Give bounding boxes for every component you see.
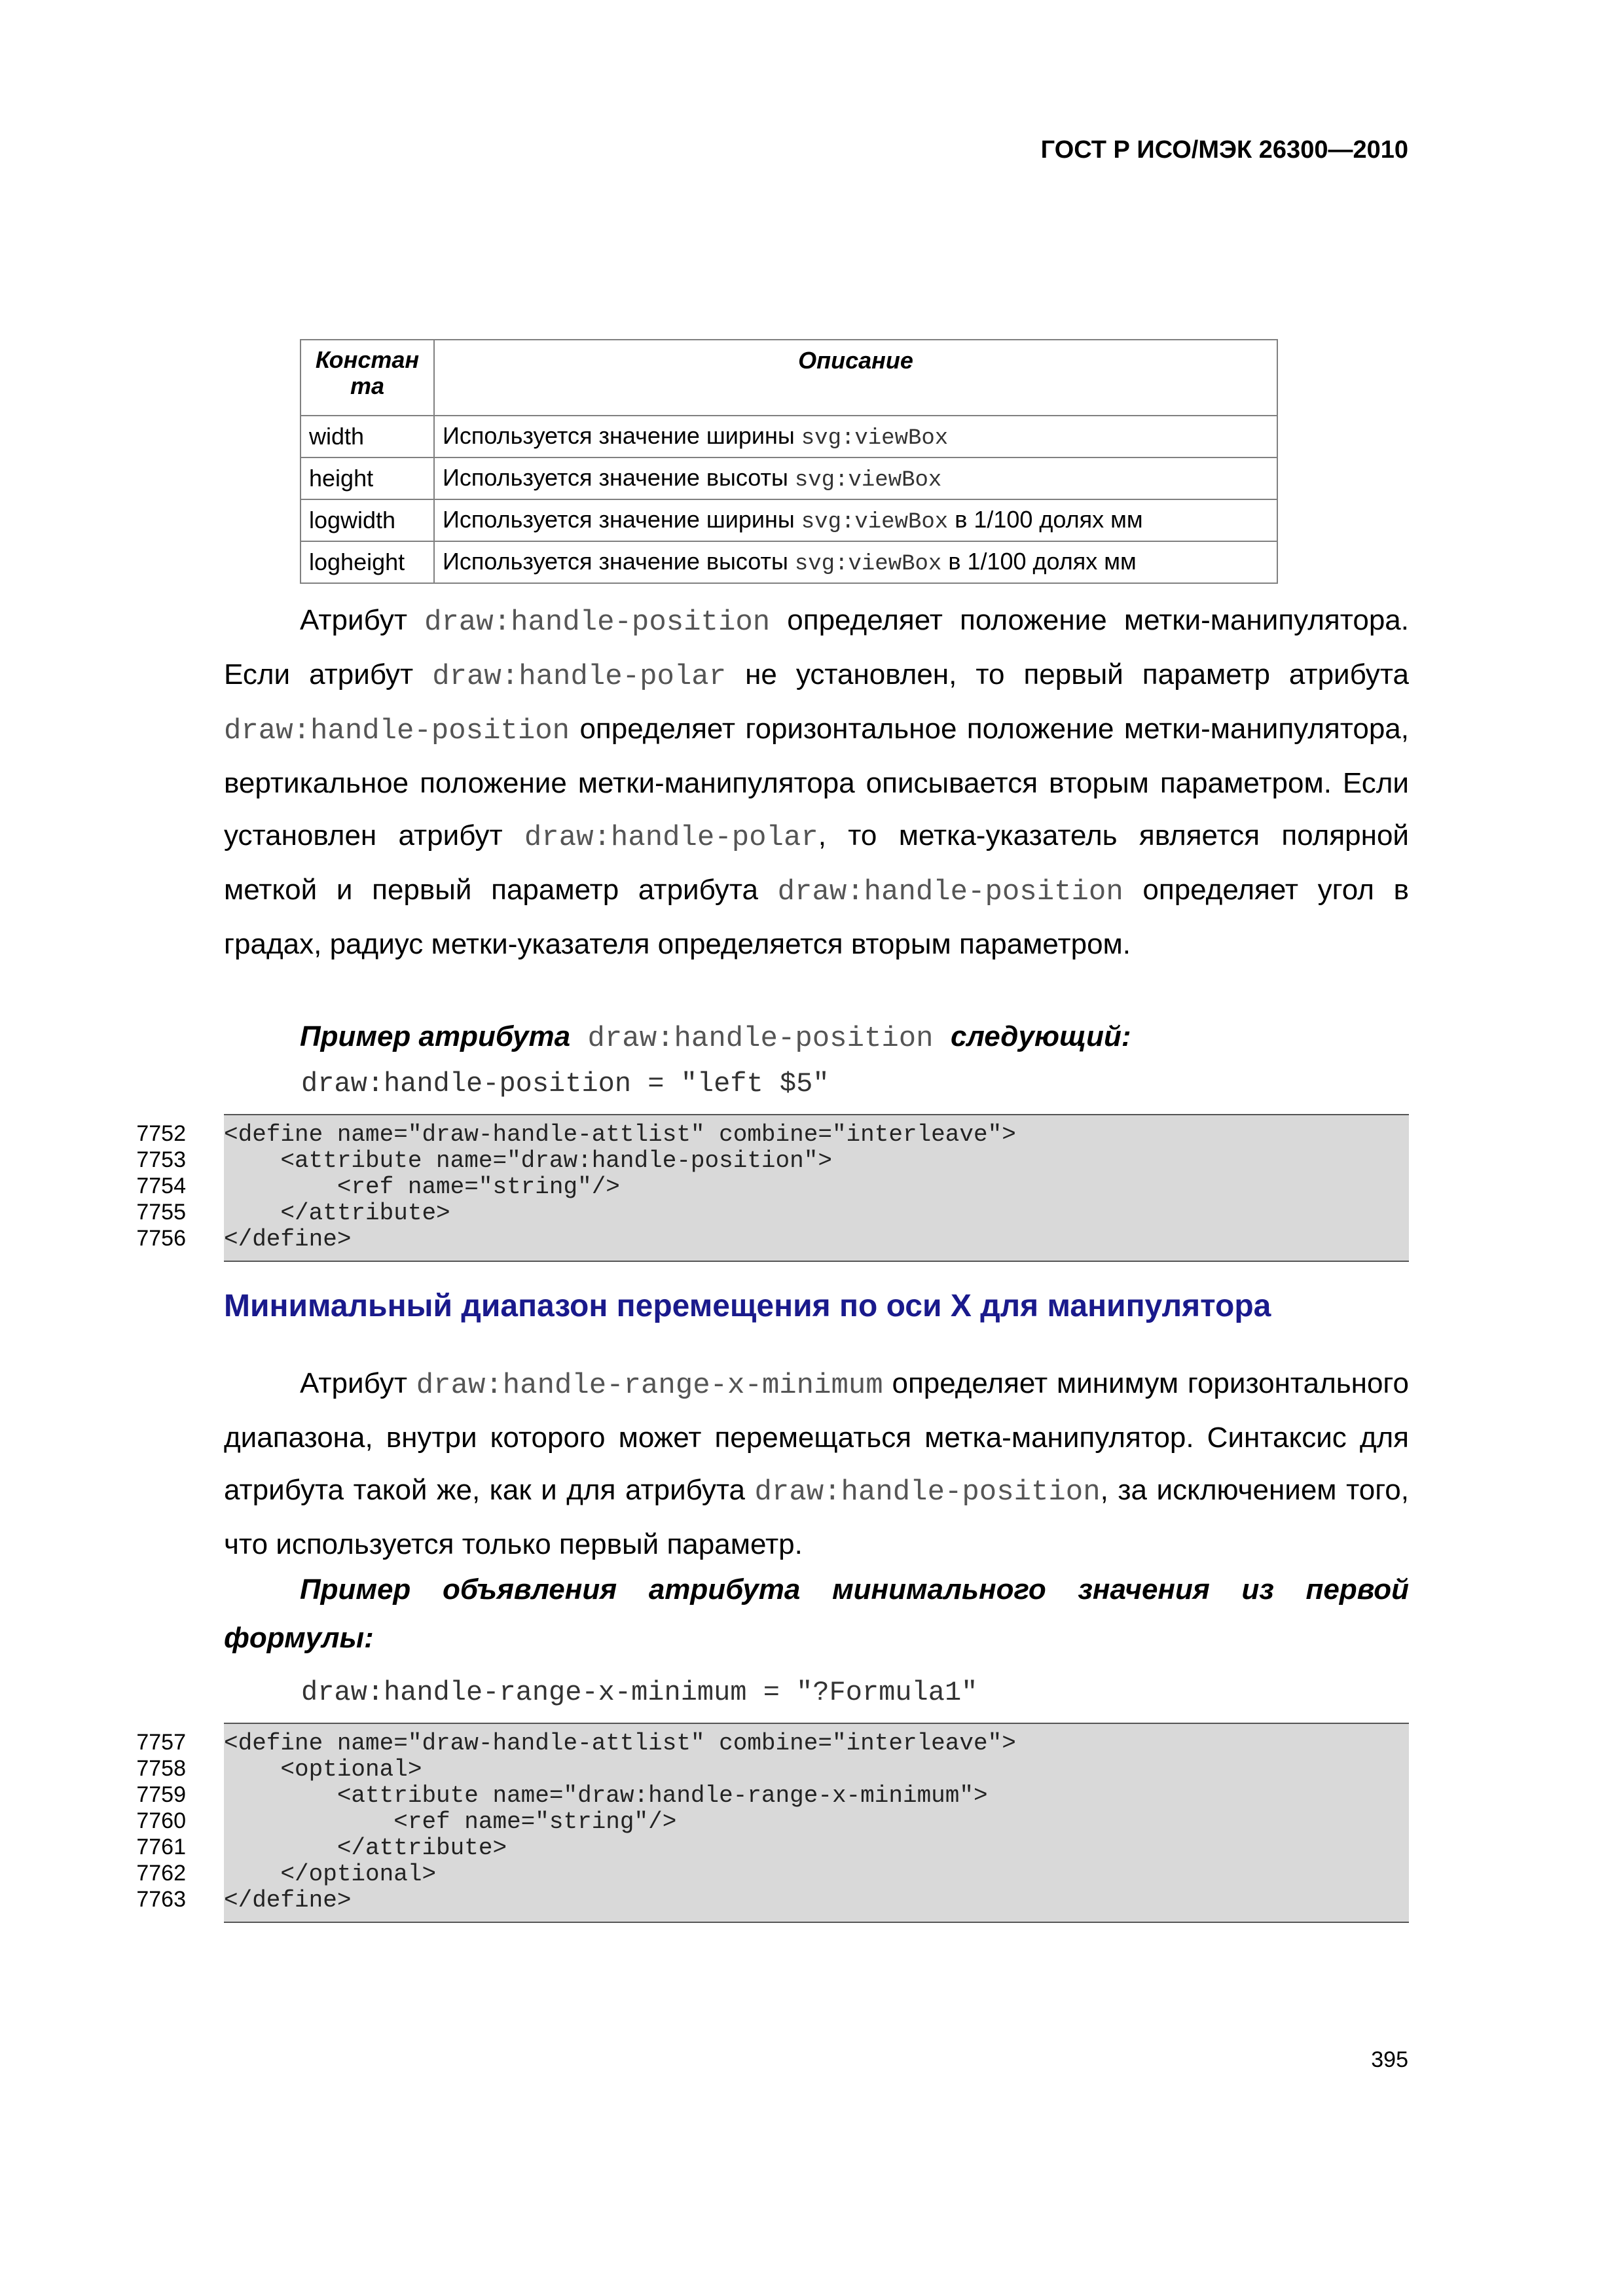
column-header-description: Описание [434,340,1277,416]
example-label: Пример объявления атрибута минимального значения из первой формулы: [224,1573,1409,1654]
line-number: 7762 [136,1861,186,1886]
code-line: <ref name="string"/> [224,1174,620,1200]
code-line: <define name="draw-handle-attlist" combine="interleave"> [224,1121,1016,1148]
code-block [224,1114,1409,1262]
description-cell: Используется значение ширины svg:viewBox [434,416,1277,457]
constant-cell: height [301,457,434,499]
example-value: draw:handle-position = "left $5" [301,1068,830,1100]
code-line: <optional> [224,1756,422,1783]
code-line: <ref name="string"/> [224,1808,677,1835]
code-line: </define> [224,1226,352,1253]
table-row [301,457,1277,499]
description-cell: Используется значение высоты svg:viewBox [434,457,1277,499]
line-number: 7753 [136,1147,186,1172]
constant-cell: width [301,416,434,457]
code-line: <attribute name="draw:handle-range-x-minimum"> [224,1782,988,1809]
line-number: 7752 [136,1121,186,1146]
code-line: <attribute name="draw:handle-position"> [224,1147,832,1174]
code-line: </attribute> [224,1200,450,1227]
line-number: 7756 [136,1226,186,1251]
line-number: 7758 [136,1756,186,1781]
paragraph-range-x-minimum: Атрибут draw:handle-range-x-minimum определяет минимум горизонтального диапазона, внутри которого может перемещаться метка-манипулятор. Синтаксис для атрибута такой же, как и для атрибута draw:handle-position, за исключением того, что используется только первый параметр. [224,1367,1409,1560]
code-line: </define> [224,1887,352,1914]
table-header-row [301,340,1277,416]
line-number: 7760 [136,1808,186,1833]
line-number: 7763 [136,1887,186,1912]
page-number: 395 [1371,2047,1408,2072]
paragraph-handle-position: Атрибут draw:handle-position определяет положение метки-манипулятора. Если атрибут draw:handle-polar не установлен, то первый параметр атрибута draw:handle-position определяет горизонтальное положение метки-манипулятора, вертикальное положение метки-манипулятора описывается вторым параметром. Если установлен атрибут draw:handle-polar, то метка-указатель является полярной меткой и первый параметр атрибута draw:handle-position определяет угол в градах, радиус метки-указателя определяется вторым параметром. [224,604,1409,960]
code-line: </attribute> [224,1835,507,1861]
line-number: 7761 [136,1835,186,1859]
constant-cell: logheight [301,541,434,583]
code-line: <define name="draw-handle-attlist" combine="interleave"> [224,1730,1016,1757]
description-cell: Используется значение высоты svg:viewBox в 1/100 долях мм [434,541,1277,583]
line-number: 7757 [136,1730,186,1755]
example-label: Пример атрибута draw:handle-position следующий: [300,1020,1131,1055]
table-row [301,541,1277,583]
constants-table [300,339,1278,584]
line-number: 7759 [136,1782,186,1807]
code-line: </optional> [224,1861,437,1888]
line-number: 7754 [136,1174,186,1198]
column-header-constant: Констан та [301,340,434,416]
constant-cell: logwidth [301,499,434,541]
code-block [224,1723,1409,1923]
description-cell: Используется значение ширины svg:viewBox в 1/100 долях мм [434,499,1277,541]
document-header: ГОСТ Р ИСО/МЭК 26300—2010 [1040,136,1408,164]
line-numbers [134,1121,186,1251]
table-row [301,499,1277,541]
line-numbers [134,1729,186,1912]
line-number: 7755 [136,1200,186,1225]
table-row [301,416,1277,457]
example-value: draw:handle-range-x-minimum = "?Formula1" [301,1677,978,1708]
section-heading: Минимальный диапазон перемещения по оси X для манипулятора [224,1289,1271,1323]
